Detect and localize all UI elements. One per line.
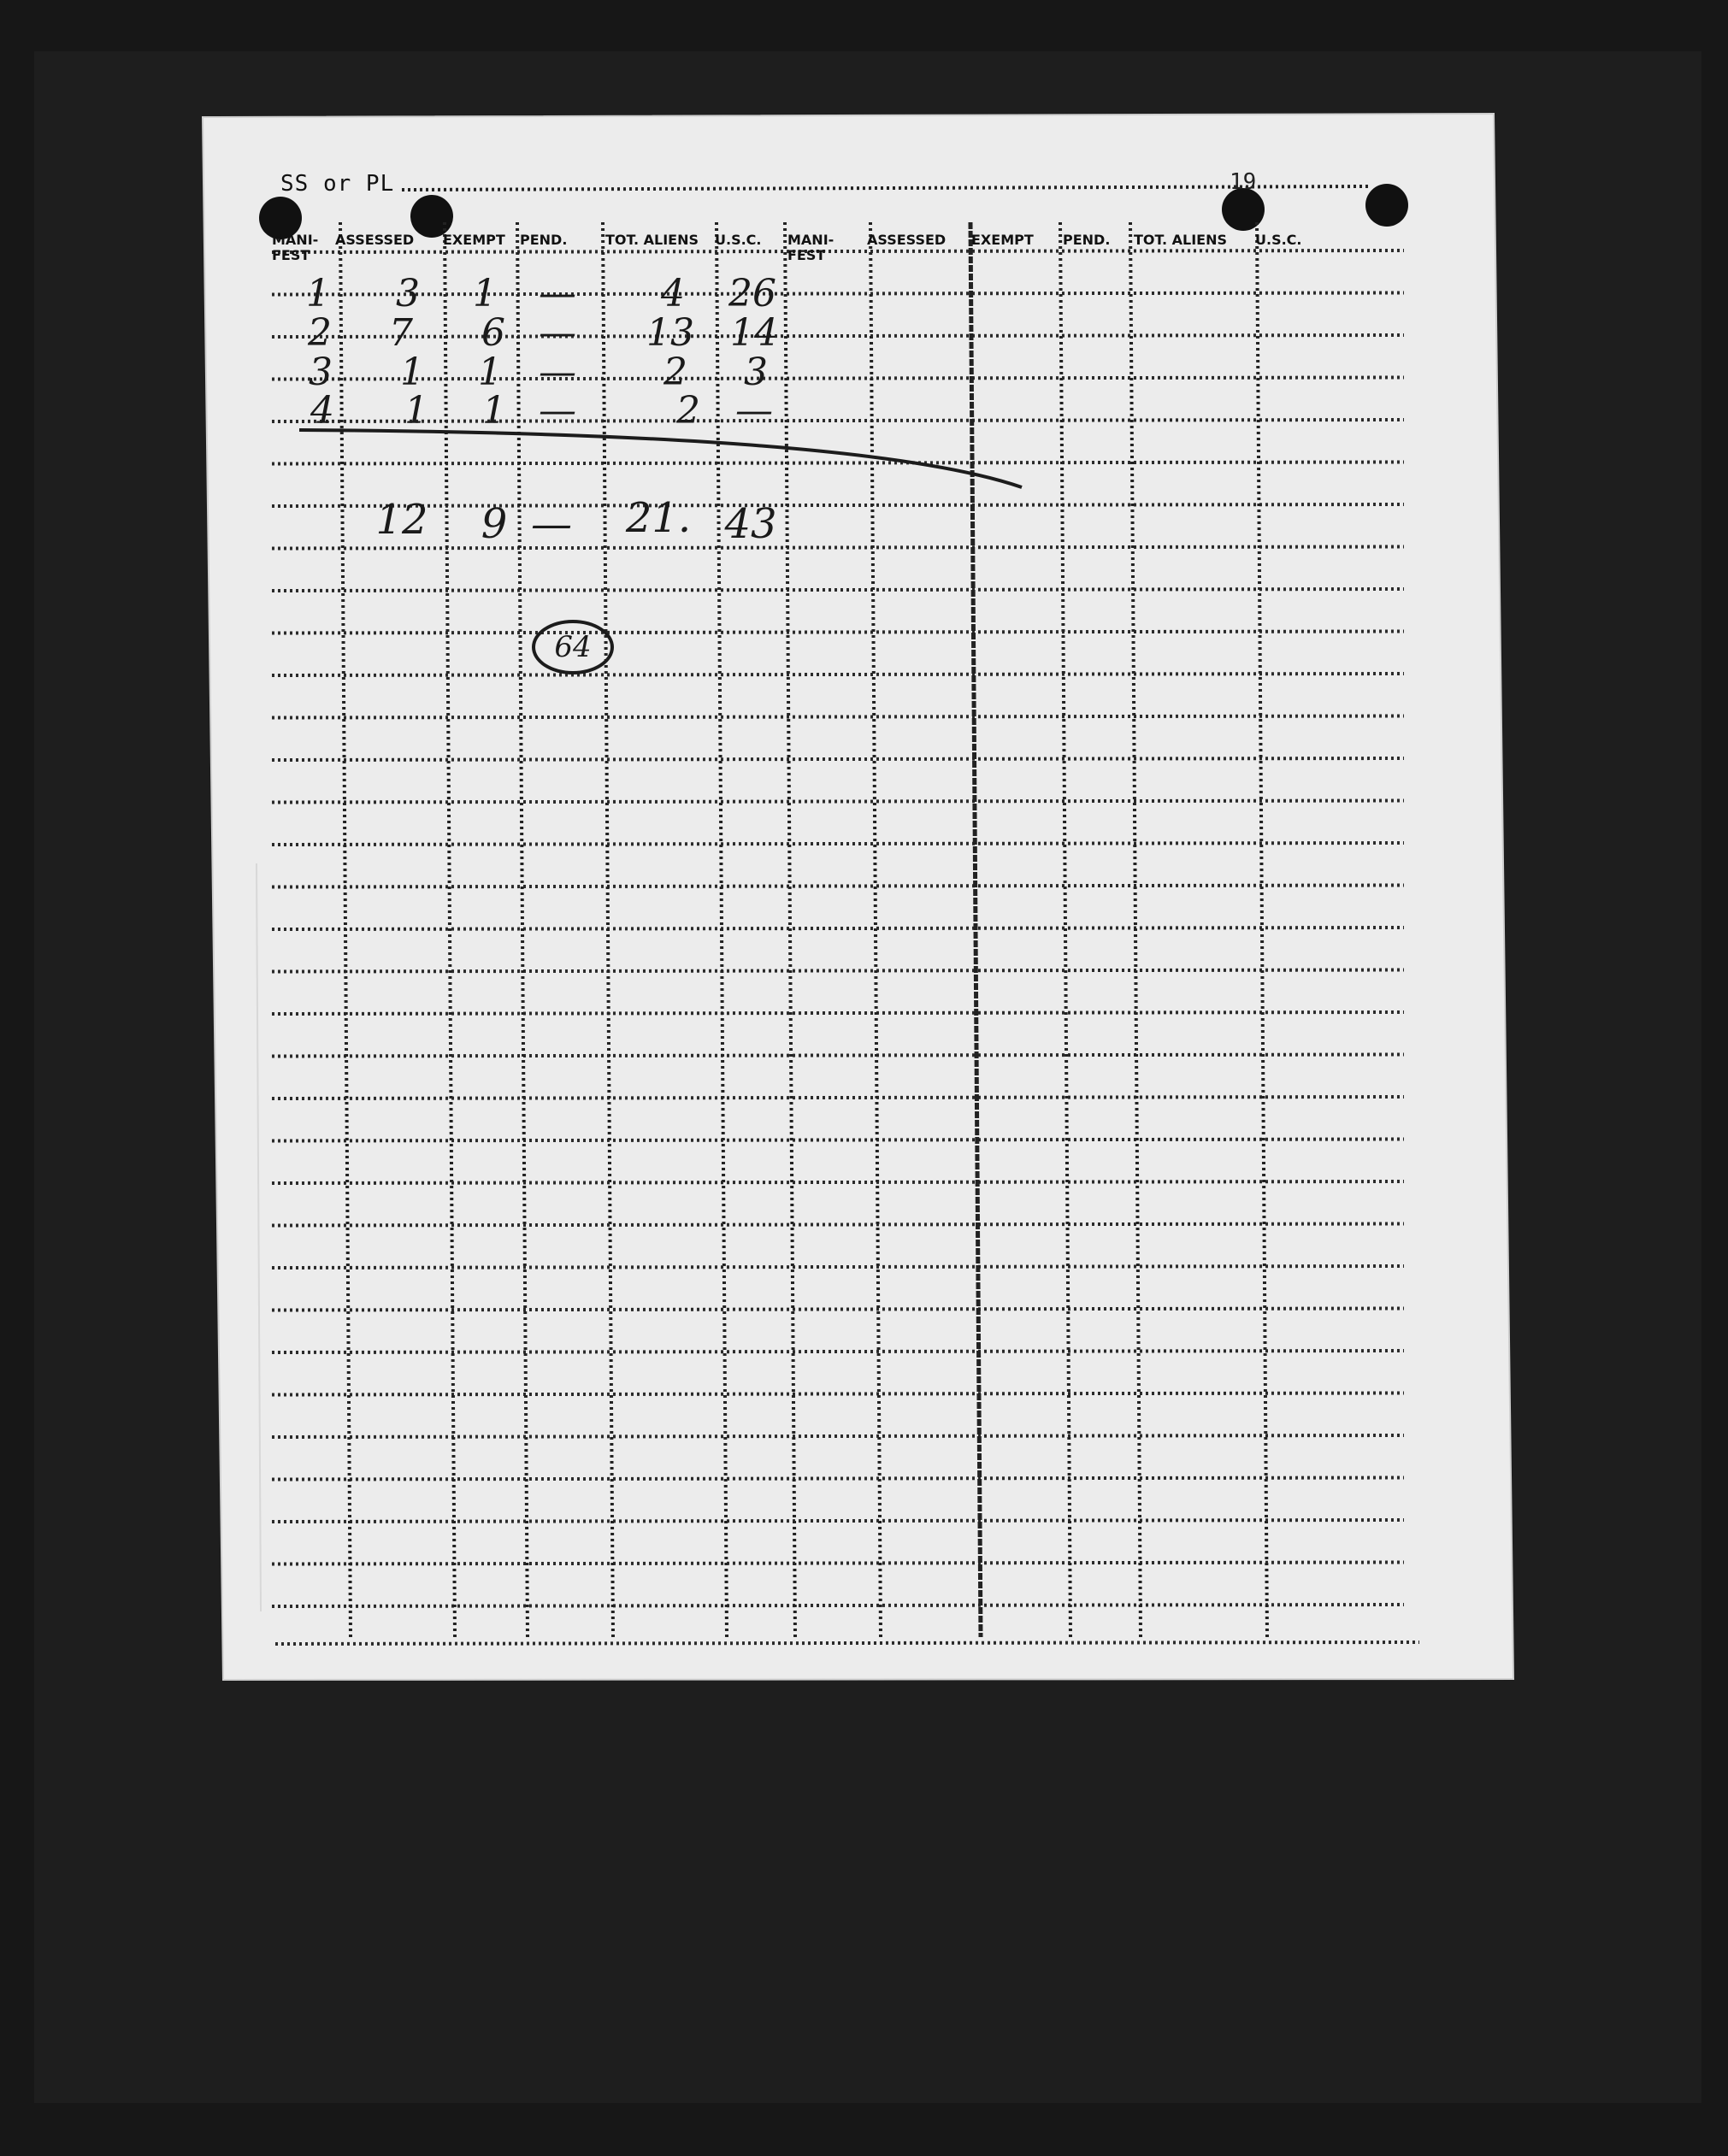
row-2-tot-aliens: 13 [646,311,694,355]
year-prefix: 19 [1230,169,1257,195]
row-2-manifest: 2 [308,311,332,355]
total-usc: 43 [724,500,777,548]
col-header-assessed: ASSESSED [335,232,415,248]
total-pend: — [531,500,572,548]
col-header-assessed-right: ASSESSED [867,232,947,248]
row-1-usc: 26 [728,272,776,315]
col-header-pend-right: PEND. [1063,232,1111,248]
row-3-manifest: 3 [309,350,333,394]
row-3-pend: — [539,350,576,394]
col-header-exempt: EXEMPT [443,232,505,248]
row-4-assessed: 1 [404,389,428,433]
row-3-assessed: 1 [400,350,424,394]
row-2-assessed: 7 [389,311,413,355]
row-2-pend: — [539,311,576,355]
col-header-usc: U.S.C. [715,232,762,248]
row-4-pend: — [539,389,576,433]
col-header-manifest: MANI- FEST [272,232,319,263]
col-header-pend: PEND. [520,232,568,248]
row-2-exempt: 6 [481,311,505,355]
total-assessed: 12 [375,496,428,544]
row-1-assessed: 3 [396,272,420,315]
col-header-manifest-right: MANI- FEST [787,232,835,263]
row-4-tot-aliens: 2 [676,389,700,433]
row-1-pend: — [539,272,576,315]
row-1-exempt: 1 [473,272,497,315]
row-1-manifest: 1 [306,272,330,315]
col-header-exempt-right: EXEMPT [971,232,1034,248]
row-3-exempt: 1 [478,350,502,394]
total-exempt: 9 [481,500,508,548]
row-4-exempt: 1 [482,389,506,433]
row-4-manifest: 4 [310,389,334,433]
row-1-tot-aliens: 4 [661,272,685,315]
row-3-usc: 3 [744,350,768,394]
row-2-usc: 14 [730,311,778,355]
col-header-tot-aliens-right: TOT. ALIENS [1134,232,1228,248]
col-header-tot-aliens: TOT. ALIENS [605,232,699,248]
row-3-tot-aliens: 2 [663,350,687,394]
vessel-label: SS or PL [280,171,395,197]
row-4-usc: — [735,389,773,433]
col-header-usc-right: U.S.C. [1255,232,1302,248]
total-tot-aliens: 21. [625,494,692,542]
grand-total-circled: 64 [532,620,614,674]
